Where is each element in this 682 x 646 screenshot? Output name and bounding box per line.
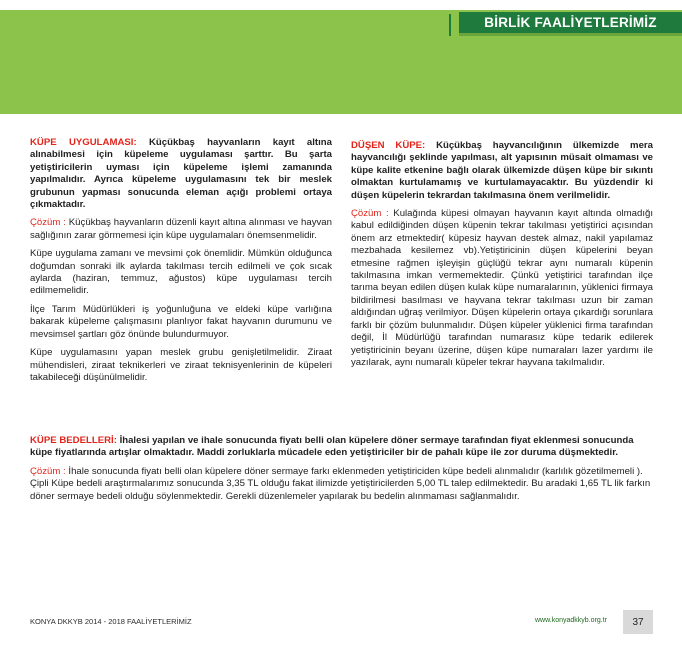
footer-website-link[interactable]: www.konyadkkyb.org.tr [535, 617, 607, 624]
section-title: BİRLİK FAALİYETLERİMİZ [484, 15, 657, 30]
cozum-text: Küçükbaş hayvanların düzenli kayıt altına alınması ve hayvan sağlığının zarar görmemesi için küpe uygulamaları önemsenmelidir. [30, 217, 332, 241]
dusen-kupe-section [351, 140, 653, 375]
dusen-kupe-intro [351, 140, 653, 202]
cozum-label: Çözüm : [30, 465, 66, 477]
cozum-text: Kulağında küpesi olmayan hayvanın kayıt altında olmadığı kabul edildiğinden düşen küpenin tekrar takılması yetiştirici açısından önem arz etmektedir( küpesiz hayvan destek almaz, nakil yapılamaz mezbahada kesilemez vb).Yetiştiricinin düşen küpelerini beyan etmesine rağmen işleyişin güçlüğü tekrar aynı numaralı küpenin takılmasına imkan vermemektedir. Çünkü yetiştirici tarafından ilçe tarıma beyan edilen düşen kulak küpe numaralarının, yüklenici firmaya bildirilmesi basılması ve hayvana tekrar takılması uzun bir zaman aldığından uğraş verilmiyor. Düşen küpelerin ortaya çıkardığı sorunlara farklı bir çözüm bulunmalıdır. Düşen küpeler yüklenici firma tarafından değil, İl Müdürlüğü tarafından numarasız küpe tedarik edilerek yetiştiricinin beyanı üzerine, düşen küpe numaraları lazer yardımı ile yazılarak, aynı numaralı küpeler tekrar hayvana takılmalıdır. [351, 208, 653, 368]
cozum-label: Çözüm : [351, 208, 389, 220]
header-tab-divider [449, 14, 451, 36]
kupe-uygulamasi-intro [30, 137, 332, 211]
kupe-bedelleri-section [30, 435, 652, 509]
kupe-bedelleri-intro [30, 435, 652, 460]
kupe-uygulamasi-intro-text: Küçükbaş hayvanların kayıt altına alınabilmesi için küpeleme uygulaması şarttır. Bu şarta yetiştiricilerin uyması için küpeleme işlemi zamanında yapılmalıdır. Ayrıca küpeleme uygulamasını tek bir meslek grubunun yapması sonucunda eleman açığı problemi ortaya çıkmaktadır. [30, 137, 332, 211]
kupe-bedelleri-intro-text: İhalesi yapılan ve ihale sonucunda fiyatı belli olan küpelere döner sermaye tarafından fiyat eklenmesi sonucunda küpe fiyatlarında artışlar olmaktadır. Maddi zorluklarla mücadele eden yetiştiriciler bir de pahalı küpe ile zor duruma düşmektedir. [30, 435, 634, 459]
kupe-uygulamasi-section [30, 137, 332, 390]
kupe-uygulamasi-p1: Küpe uygulama zamanı ve mevsimi çok önemlidir. Mümkün olduğunca doğumdan sonraki ilk aylarda takılması tercih edilmeli ve çok sıcak aylarda (haziran, temmuz, ağustos) küpe uygulaması tercih edilmemelidir. [30, 248, 332, 297]
section-title-tab [459, 12, 682, 36]
page-number: 37 [632, 616, 644, 628]
kupe-bedelleri-cozum [30, 466, 652, 503]
dusen-kupe-intro-text: Küçükbaş hayvancılığının ülkemizde mera hayvancılığı şeklinde yapılması, alt yapısının müsait olmaması ve küpe kalite etkenine bağlı olarak ülkemizde düşen küpe bir sıkıntı olmaktan kurtulamamış ve kurtulamayacaktır. Bu yüzdendir ki düşen küpelerin tekrardan takılmasına önem verilmelidir. [351, 140, 653, 201]
header-top-strip [0, 0, 682, 10]
kupe-uygulamasi-heading: KÜPE UYGULAMASI: [30, 137, 137, 148]
kupe-uygulamasi-p3: Küpe uygulamasını yapan meslek grubu genişletilmelidir. Ziraat mühendisleri, ziraat teknikerleri ve ziraat teknisyenlerinin de küpeleri takabileceği düşünülmelidir. [30, 347, 332, 383]
kupe-uygulamasi-p2: İlçe Tarım Müdürlükleri iş yoğunluğuna ve eldeki küpe varlığına bakarak küpeleme çalışmasını planlıyor fakat hayvanın durumunu ve mevsimsel şartları göz önünde bulundurmuyor. [30, 303, 332, 340]
dusen-kupe-cozum [351, 208, 653, 369]
cozum-label: Çözüm : [30, 217, 66, 229]
footer-publication-title: KONYA DKKYB 2014 - 2018 FAALİYETLERİMİZ [30, 617, 192, 626]
page-number-box [623, 610, 653, 634]
kupe-bedelleri-heading: KÜPE BEDELLERİ: [30, 435, 117, 446]
kupe-uygulamasi-cozum [30, 217, 332, 242]
dusen-kupe-heading: DÜŞEN KÜPE: [351, 140, 426, 151]
cozum-text: İhale sonucunda fiyatı belli olan küpelere döner sermaye farkı eklenmeden yetiştiriciden küpe bedeli alınmalıdır (karlılık gözetilmemeli ). Çipli Küpe bedeli araştırmalarımız sonucunda 3,35 TL olduğu fakat ilimizde yetiştiricilerden 5,00 TL talep edilmektedir. Bu aradaki 1,65 TL lik farkın döner sermaye bedeli olduğu söylenmektedir. Gerekli düzenlemeler yapılarak bu bedelin alınmaması sağlanmalıdır. [30, 465, 651, 502]
